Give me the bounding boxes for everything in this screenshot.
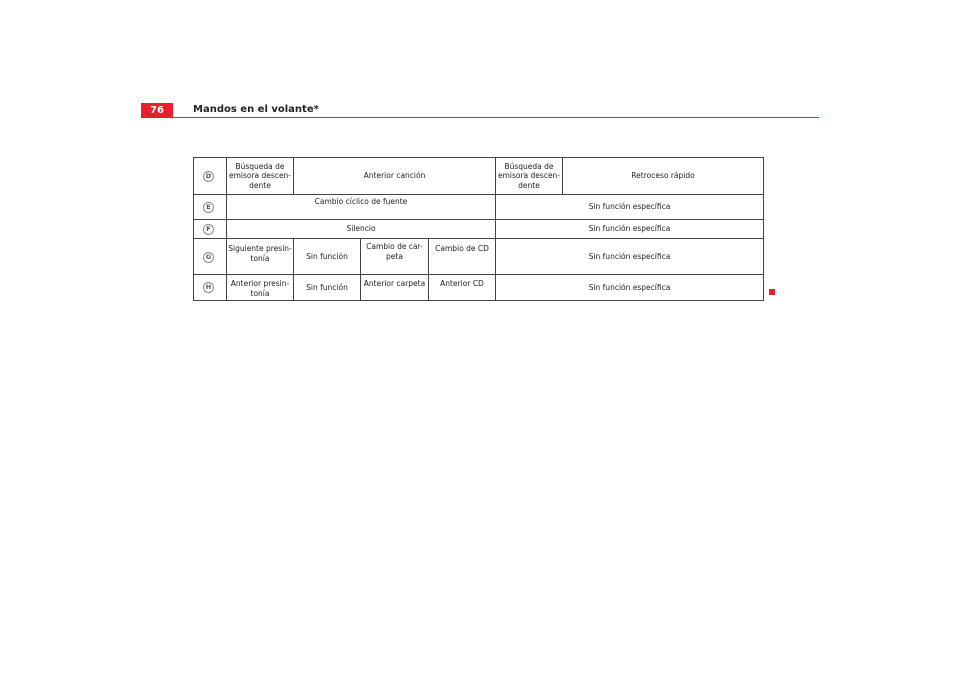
row-label-badge: G	[203, 252, 214, 263]
function-table	[193, 157, 764, 301]
page-number: 76	[141, 103, 173, 118]
table-cell: Búsqueda de emisora descen-dente	[228, 161, 292, 190]
row-label-badge: E	[203, 202, 214, 213]
table-cell: Retroceso rápido	[631, 171, 695, 181]
header-title: Mandos en el volante*	[193, 104, 319, 115]
table-cell: Silencio	[346, 224, 376, 234]
table-cell: Cambio cíclico de fuente	[314, 197, 408, 206]
table-cell: Sin función	[306, 251, 348, 261]
row-label-badge: F	[203, 224, 214, 235]
table-cell: Cambio de car-peta	[366, 242, 423, 261]
end-of-section-marker	[769, 289, 775, 295]
table-cell: Anterior carpeta	[363, 279, 426, 288]
table-cell: Sin función específica	[588, 224, 671, 234]
table-cell: Siguiente presin-tonía	[228, 244, 292, 263]
header-rule	[141, 117, 819, 118]
table-cell: Anterior CD	[440, 279, 484, 288]
table-cell: Cambio de CD	[435, 244, 489, 253]
table-cell: Anterior canción	[363, 171, 426, 181]
table-cell: Sin función	[306, 282, 348, 292]
row-label-badge: D	[203, 171, 214, 182]
table-cell: Sin función específica	[588, 202, 671, 212]
table-cell: Búsqueda de emisora descen-dente	[497, 161, 561, 190]
table-cell: Anterior presin-tonía	[230, 279, 290, 298]
row-label-badge: H	[203, 282, 214, 293]
table-cell: Sin función específica	[588, 251, 671, 261]
table-cell: Sin función específica	[588, 282, 671, 292]
